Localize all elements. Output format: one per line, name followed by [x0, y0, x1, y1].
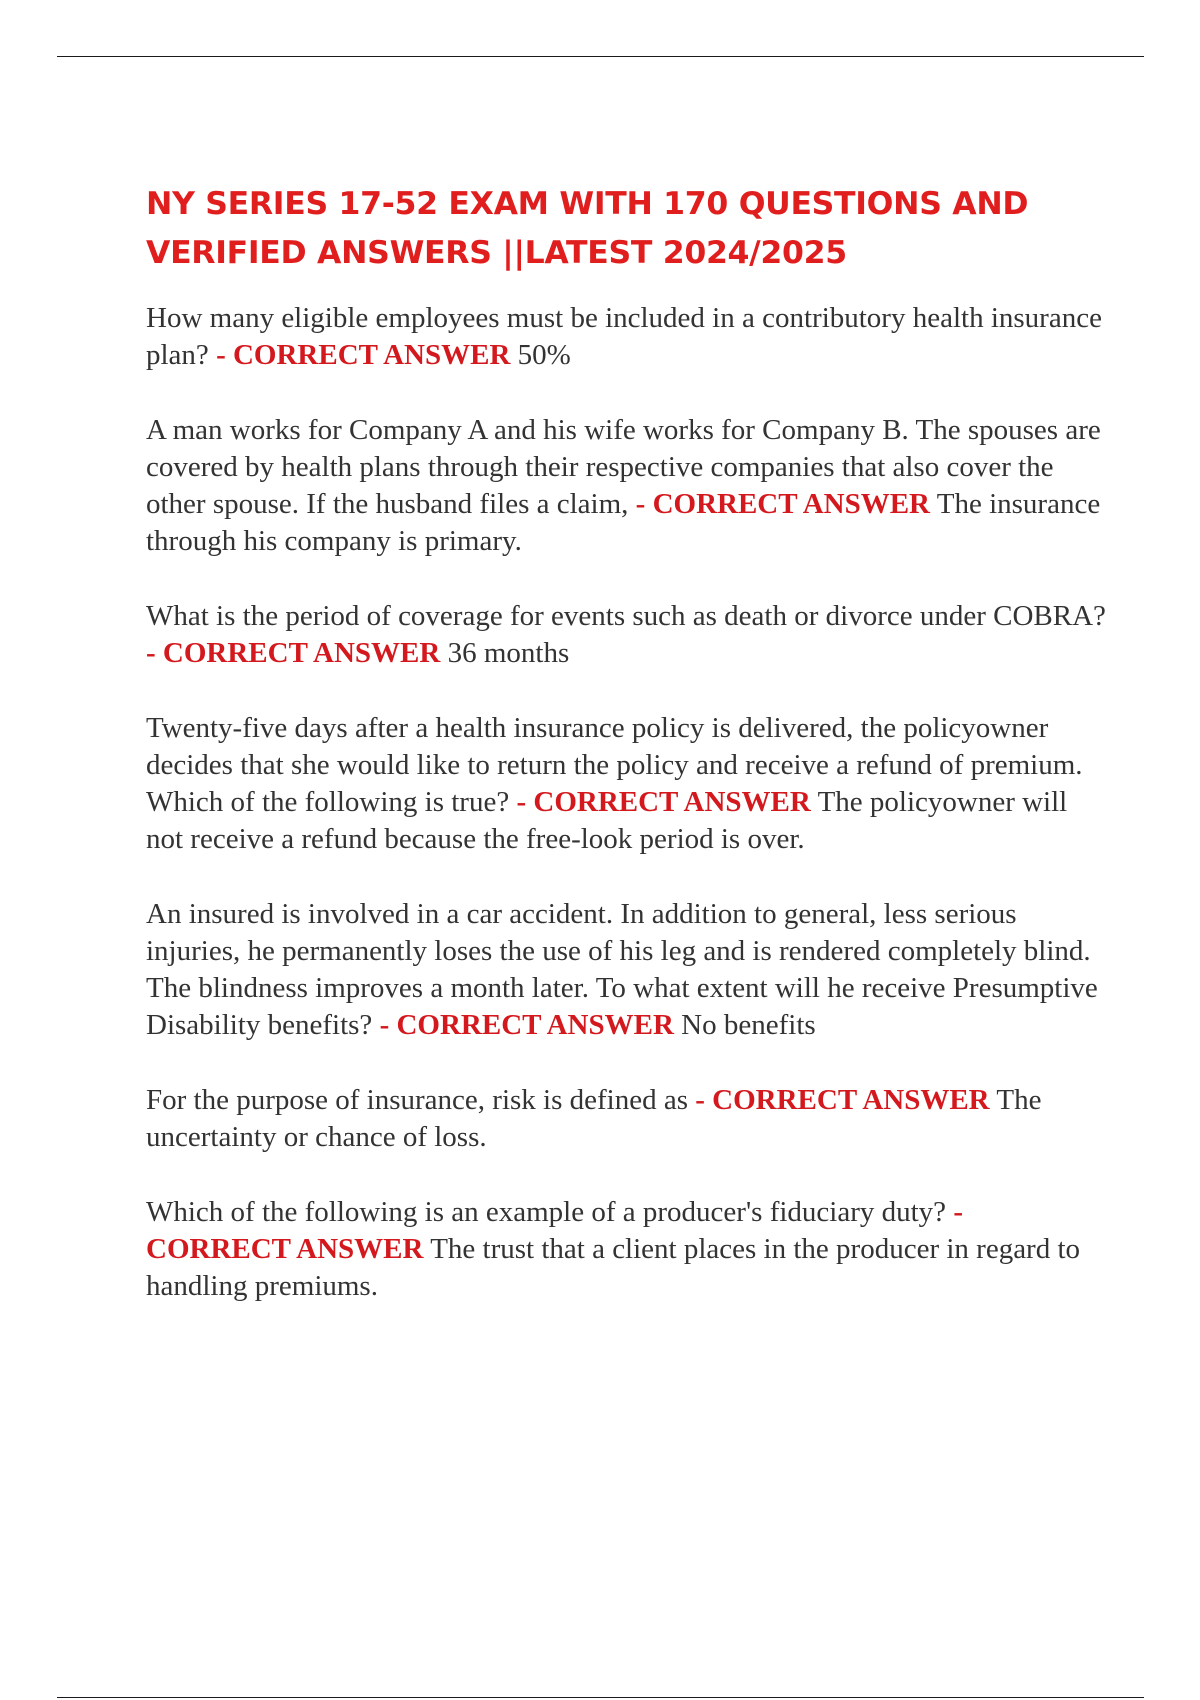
question-text: An insured is involved in a car accident. In addition to general, less serious injuries, he permanently loses the use of his leg and is rendered completely blind. The blindness improves a month later. To what extent will he receive Presumptive Disability benefits? — [146, 898, 1098, 1041]
top-rule — [57, 56, 1144, 57]
answer-text: No benefits — [681, 1009, 816, 1041]
answer-label: - CORRECT ANSWER — [146, 1196, 963, 1265]
answer-text: The policyowner will not receive a refund because the free-look period is over. — [146, 786, 1068, 855]
qa-item — [146, 598, 1106, 672]
bottom-rule — [57, 1697, 1144, 1698]
answer-text: 36 months — [447, 637, 570, 669]
qa-item — [146, 412, 1106, 560]
answer-text: 50% — [517, 339, 571, 371]
qa-item — [146, 710, 1106, 858]
qa-item — [146, 300, 1106, 374]
answer-label: - CORRECT ANSWER — [146, 637, 441, 669]
answer-label: - CORRECT ANSWER — [635, 488, 931, 520]
answer-label: - CORRECT ANSWER — [695, 1084, 990, 1116]
document-title: NY SERIES 17-52 EXAM WITH 170 QUESTIONS AND VERIFIED ANSWERS ||LATEST 2024/2025 — [146, 186, 1029, 271]
qa-item — [146, 1082, 1106, 1156]
answer-text: The uncertainty or chance of loss. — [146, 1084, 1042, 1153]
question-text: How many eligible employees must be included in a contributory health insurance plan? — [146, 302, 1102, 371]
question-text: What is the period of coverage for events such as death or divorce under COBRA? — [146, 600, 1106, 632]
answer-label: - CORRECT ANSWER — [379, 1009, 674, 1041]
answer-label: - CORRECT ANSWER — [216, 339, 511, 371]
answer-label: - CORRECT ANSWER — [516, 786, 811, 818]
question-text: A man works for Company A and his wife works for Company B. The spouses are covered by health plans through their respective companies that also cover the other spouse. If the husband files a claim, — [146, 414, 1101, 520]
document-body — [146, 180, 1106, 1343]
question-text: Which of the following is an example of a producer's fiduciary duty? — [146, 1196, 947, 1228]
qa-item — [146, 1194, 1106, 1305]
question-text: For the purpose of insurance, risk is defined as — [146, 1084, 689, 1116]
qa-item — [146, 896, 1106, 1044]
answer-text: The insurance through his company is primary. — [146, 488, 1101, 557]
question-text: Twenty-five days after a health insurance policy is delivered, the policyowner decides that she would like to return the policy and receive a refund of premium. Which of the following is true? — [146, 712, 1083, 818]
answer-text: The trust that a client places in the producer in regard to handling premiums. — [146, 1233, 1081, 1302]
